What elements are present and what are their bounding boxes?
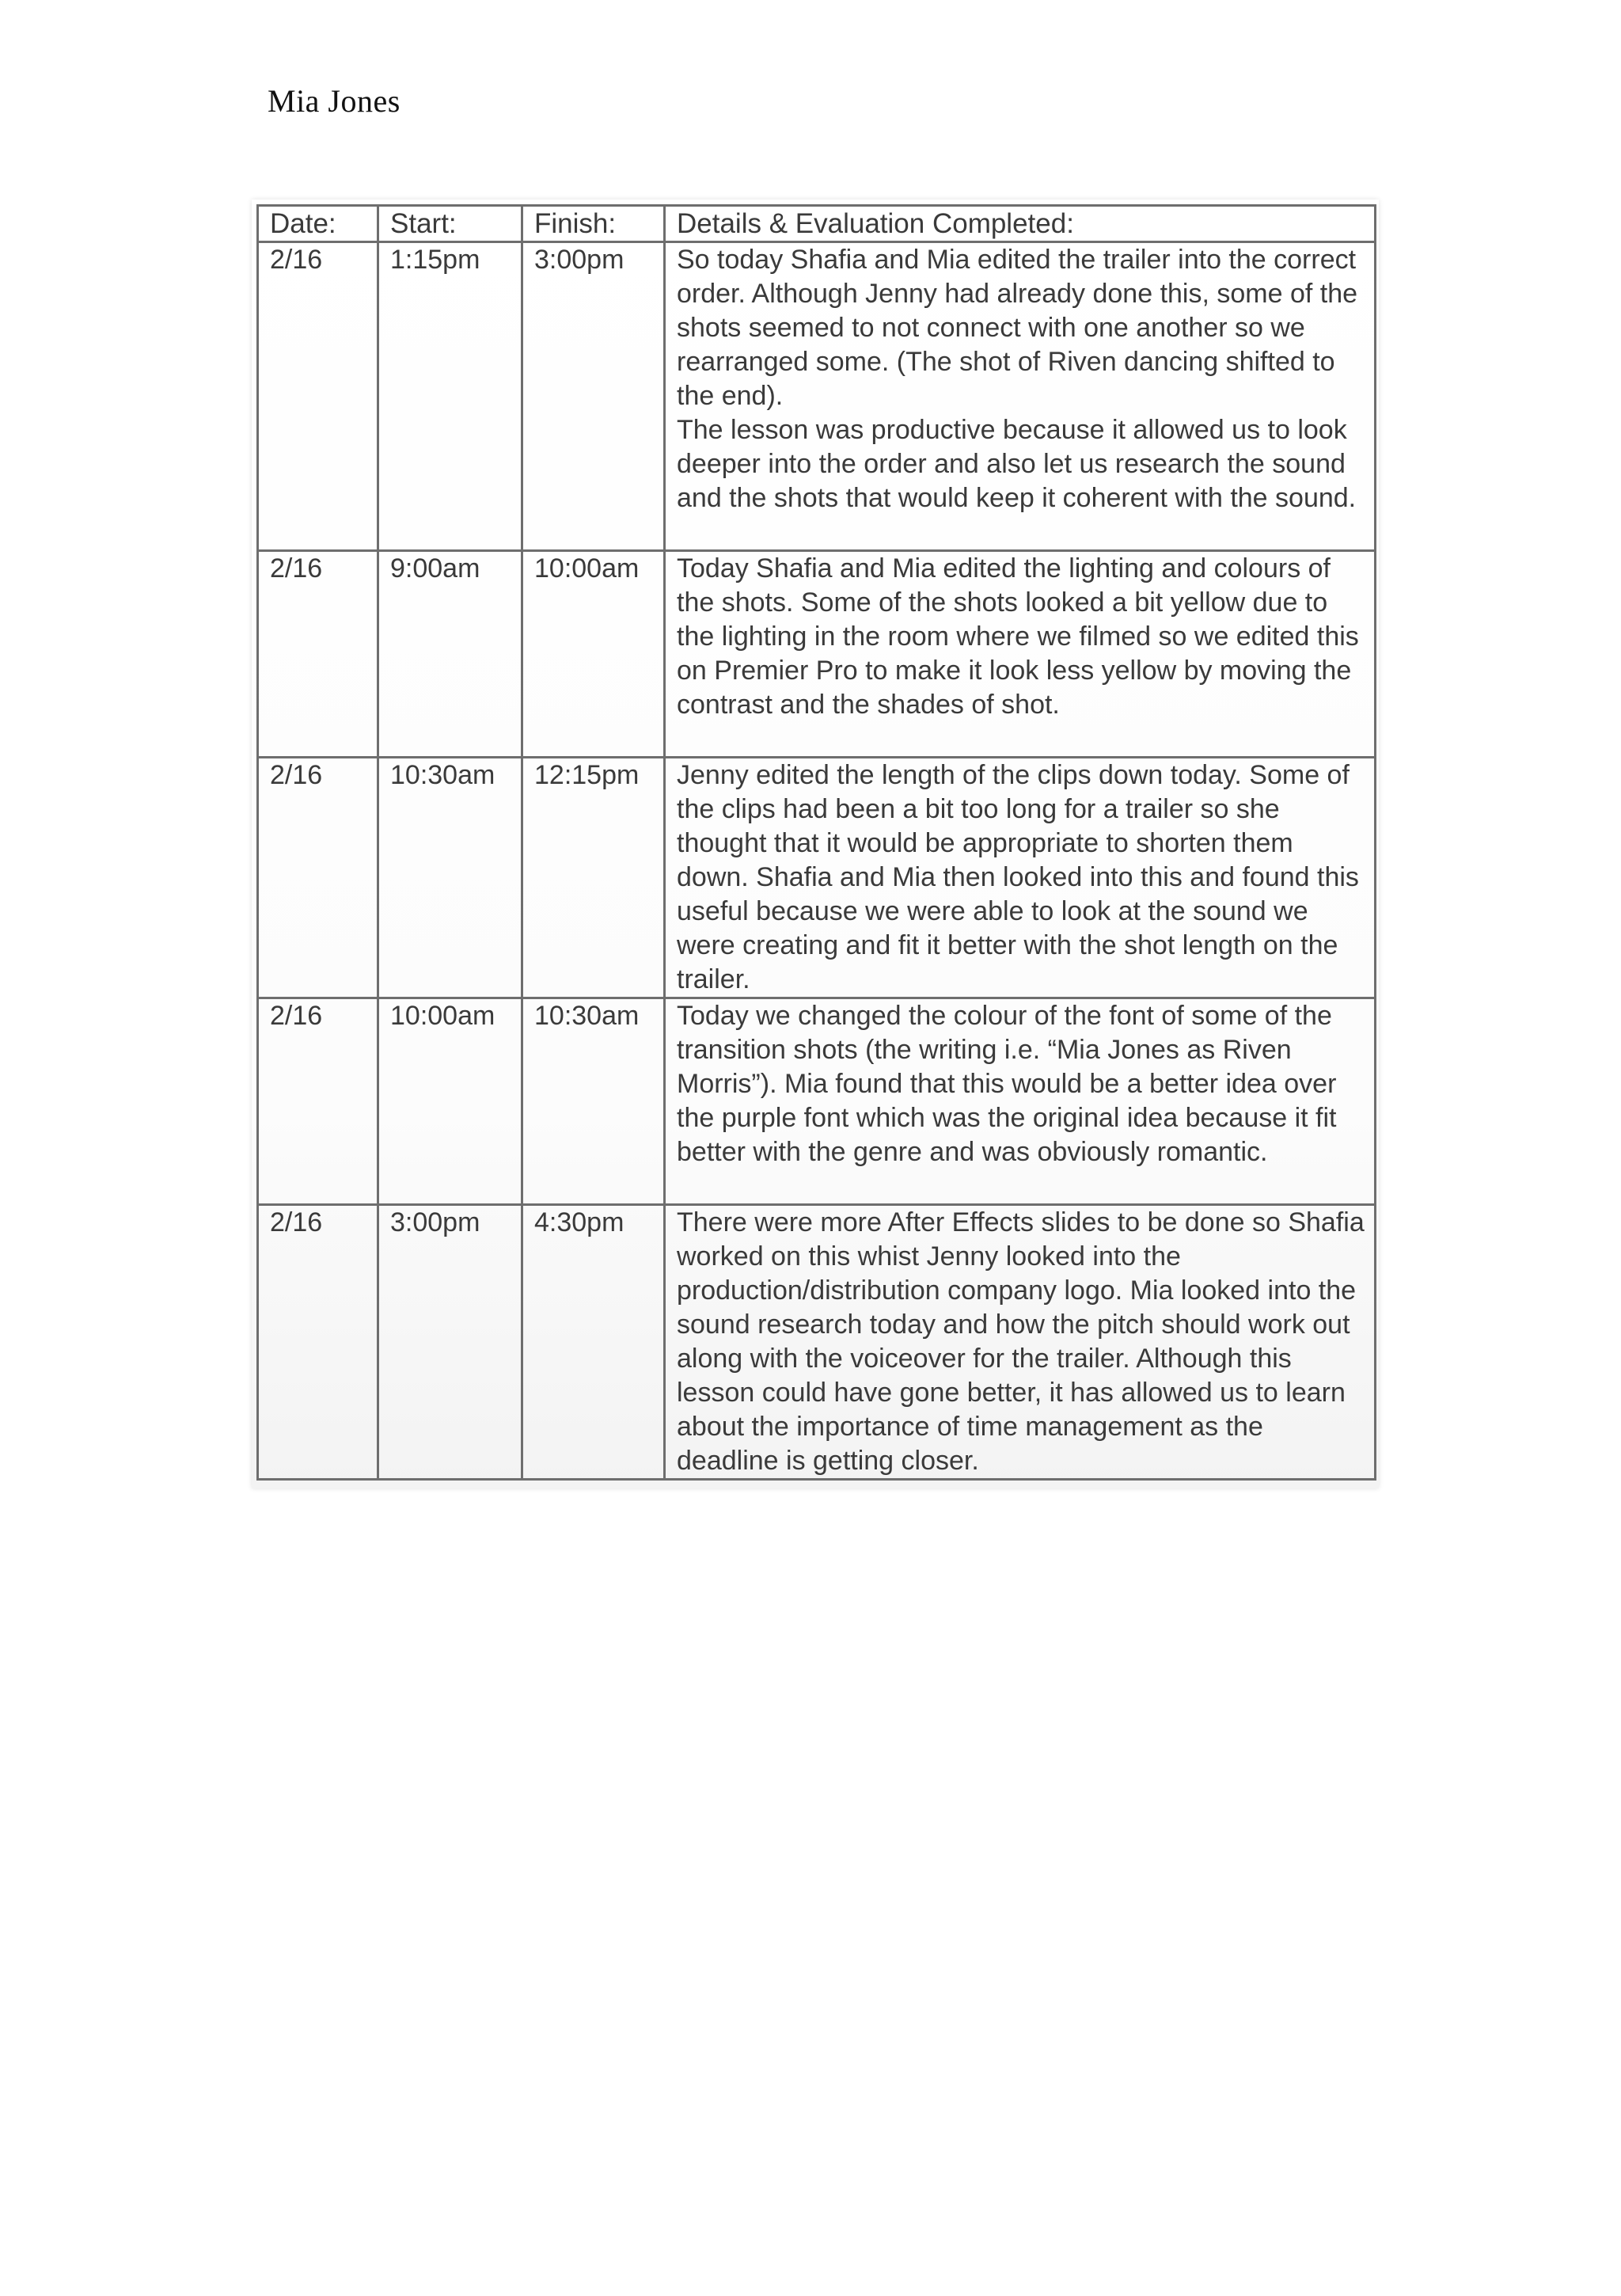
production-log-image [252,200,1379,1488]
finish-time-cell: 10:30am [522,998,665,1205]
date-cell: 2/16 [258,758,378,998]
start-time-cell: 3:00pm [378,1205,522,1480]
start-column-header: Start: [378,206,522,242]
details-paragraph: So today Shafia and Mia edited the trailer into the correct order. Although Jenny had already done this, some of the shots seemed to not connect with one another so we rearranged some. (The shot of Riven dancing shifted to the end). [677,245,1358,411]
start-time-cell: 1:15pm [378,242,522,551]
finish-time-cell: 4:30pm [522,1205,665,1480]
table-header-row [258,206,1376,242]
start-time-cell: 9:00am [378,551,522,758]
table-row [258,551,1376,758]
details-cell: Today we changed the colour of the font of some of the transition shots (the writing i.e. “Mia Jones as Riven Morris”). Mia found that this would be a better idea over the purple font which was the original idea because it fit better with the genre and was obviously romantic. [665,998,1376,1205]
start-time-cell: 10:00am [378,998,522,1205]
details-cell: Jenny edited the length of the clips down today. Some of the clips had been a bit too long for a trailer so she thought that it would be appropriate to shorten them down. Shafia and Mia then looked into this and found this useful because we were able to look at the sound we were creating and fit it better with the shot length on the trailer. [665,758,1376,998]
date-cell: 2/16 [258,551,378,758]
date-cell: 2/16 [258,998,378,1205]
details-column-header: Details & Evaluation Completed: [665,206,1376,242]
details-cell: Today Shafia and Mia edited the lighting and colours of the shots. Some of the shots looked a bit yellow due to the lighting in the room where we filmed so we edited this on Premier Pro to make it look less yellow by moving the contrast and the shades of shot. [665,551,1376,758]
author-name: Mia Jones [268,83,401,119]
finish-column-header: Finish: [522,206,665,242]
details-cell: There were more After Effects slides to be done so Shafia worked on this whist Jenny looked into the production/distribution company logo. Mia looked into the sound research today and how the pitch should work out along with the voiceover for the trailer. Although this lesson could have gone better, it has allowed us to learn about the importance of time management as the deadline is getting closer. [665,1205,1376,1480]
finish-time-cell: 12:15pm [522,758,665,998]
table-row [258,998,1376,1205]
finish-time-cell: 10:00am [522,551,665,758]
details-cell [665,242,1376,551]
date-cell: 2/16 [258,242,378,551]
finish-time-cell: 3:00pm [522,242,665,551]
date-cell: 2/16 [258,1205,378,1480]
table-row [258,1205,1376,1480]
start-time-cell: 10:30am [378,758,522,998]
date-column-header: Date: [258,206,378,242]
table-row [258,242,1376,551]
table-row [258,758,1376,998]
details-paragraph: The lesson was productive because it allowed us to look deeper into the order and also let us research the sound and the shots that would keep it coherent with the sound. [677,415,1357,513]
production-log-table [256,204,1376,1481]
